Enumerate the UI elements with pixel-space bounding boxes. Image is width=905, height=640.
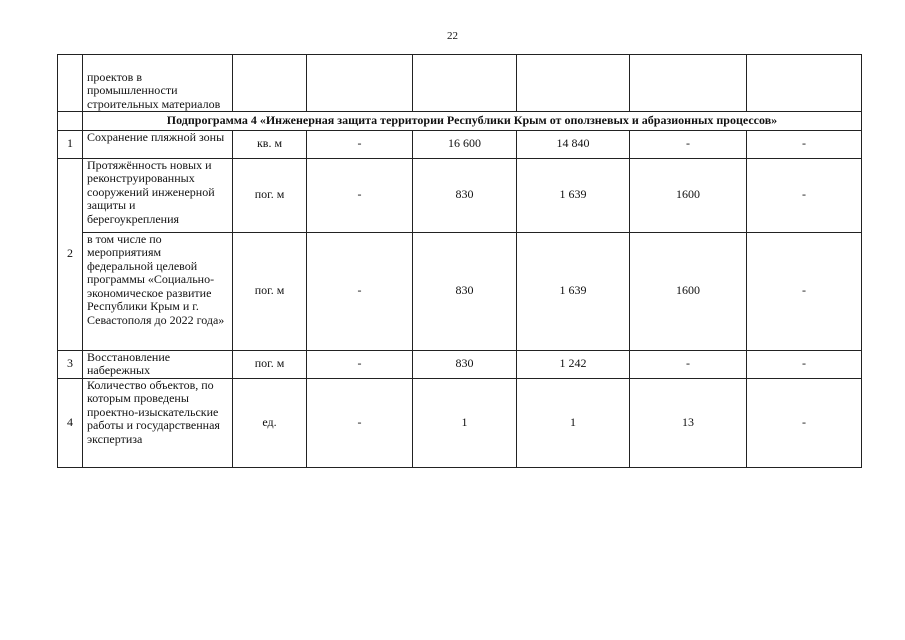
- cell-value: 13: [630, 378, 747, 467]
- cell-value: -: [307, 130, 413, 158]
- cell-num: 1: [58, 130, 83, 158]
- table-row-continuation: [58, 55, 862, 112]
- cell-value: 830: [413, 158, 517, 232]
- subprogram-title: Подпрограмма 4 «Инженерная защита территории Республики Крым от оползневых и абразионных процессов»: [83, 112, 862, 131]
- cell-num: 4: [58, 378, 83, 467]
- table-row-subprogram: [58, 112, 862, 131]
- cell-unit: пог. м: [233, 158, 307, 232]
- table-row: [58, 232, 862, 350]
- cell-value: 1 242: [517, 350, 630, 378]
- cell-value: -: [747, 350, 862, 378]
- cell-value: -: [747, 378, 862, 467]
- cell-value: [307, 55, 413, 112]
- cell-value: 14 840: [517, 130, 630, 158]
- cell-num: [58, 112, 83, 131]
- cell-value: 16 600: [413, 130, 517, 158]
- cell-num: 2: [58, 158, 83, 350]
- table-row: [58, 158, 862, 232]
- cell-value: 830: [413, 232, 517, 350]
- page-number: 22: [447, 30, 458, 42]
- cell-value: 1 639: [517, 158, 630, 232]
- cell-value: -: [630, 130, 747, 158]
- cell-unit: пог. м: [233, 232, 307, 350]
- cell-indicator-name: Протяжённость новых и реконструированных сооружений инженерной защиты и берегоукрепления: [83, 158, 233, 232]
- cell-unit: пог. м: [233, 350, 307, 378]
- cell-value: [413, 55, 517, 112]
- cell-unit: ед.: [233, 378, 307, 467]
- cell-value: [747, 55, 862, 112]
- cell-value: 1600: [630, 232, 747, 350]
- cell-value: 1: [517, 378, 630, 467]
- cell-unit: кв. м: [233, 130, 307, 158]
- cell-value: -: [307, 158, 413, 232]
- table-row: [58, 350, 862, 378]
- cell-value: 830: [413, 350, 517, 378]
- cell-value: 1: [413, 378, 517, 467]
- cell-unit: [233, 55, 307, 112]
- cell-value: -: [307, 232, 413, 350]
- cell-value: -: [307, 350, 413, 378]
- cell-value: -: [747, 232, 862, 350]
- indicators-table-container: [57, 54, 861, 468]
- cell-value: -: [747, 158, 862, 232]
- cell-indicator-name: Сохранение пляжной зоны: [83, 130, 233, 158]
- indicators-table: [57, 54, 862, 468]
- cell-value: 1600: [630, 158, 747, 232]
- cell-indicator-name: проектов в промышленности строительных материалов: [83, 55, 233, 112]
- cell-indicator-name: Восстановление набережных: [83, 350, 233, 378]
- cell-num: [58, 55, 83, 112]
- cell-num: 3: [58, 350, 83, 378]
- table-row: [58, 378, 862, 467]
- cell-value: -: [307, 378, 413, 467]
- cell-value: [517, 55, 630, 112]
- cell-value: [630, 55, 747, 112]
- table-row: [58, 130, 862, 158]
- cell-indicator-name: в том числе по мероприятиям федеральной целевой программы «Социально-экономическое развитие Республики Крым и г. Севастополя до 2022 года»: [83, 232, 233, 350]
- cell-value: 1 639: [517, 232, 630, 350]
- cell-indicator-name: Количество объектов, по которым проведены проектно-изыскательские работы и государственная экспертиза: [83, 378, 233, 467]
- cell-value: -: [747, 130, 862, 158]
- cell-value: -: [630, 350, 747, 378]
